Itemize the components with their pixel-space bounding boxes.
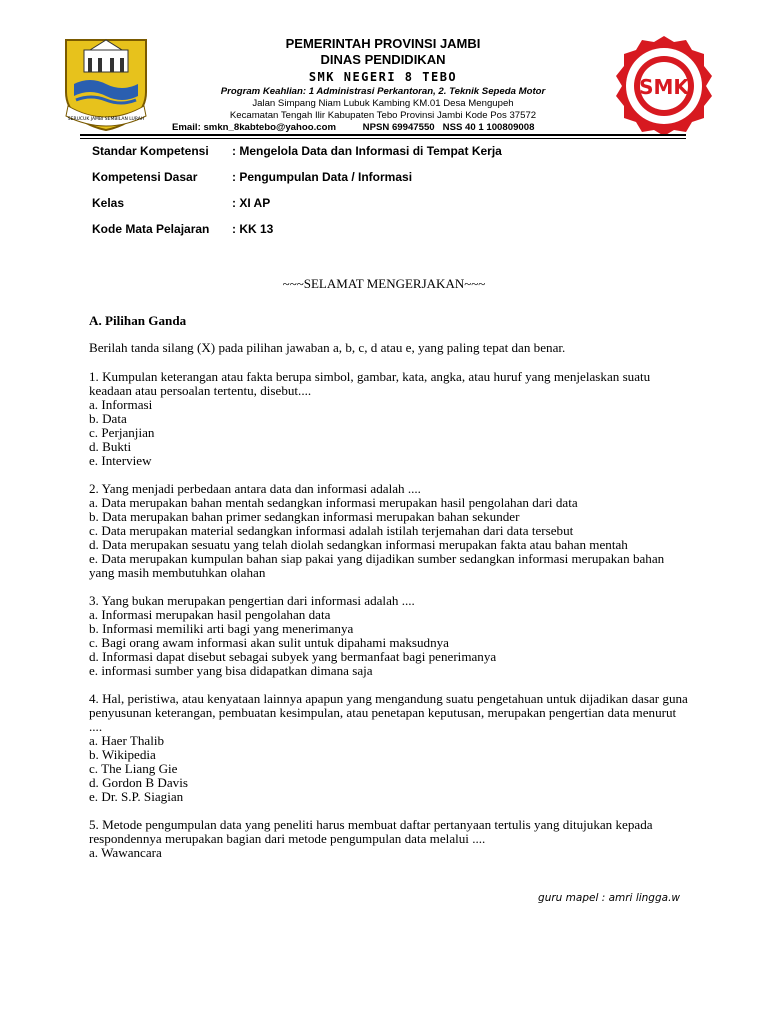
teacher-credit: guru mapel : amri lingga.w	[538, 892, 680, 904]
district-line: Kecamatan Tengah Ilir Kabupaten Tebo Provinsi Jambi Kode Pos 37572	[229, 110, 537, 121]
answer-option: e. informasi sumber yang bisa didapatkan dimana saja	[89, 663, 373, 678]
answer-option: e. Interview	[89, 453, 152, 468]
answer-option: a. Haer Thalib	[89, 733, 165, 748]
instruction: Berilah tanda silang (X) pada pilihan jawaban a, b, c, d atau e, yang paling tepat dan benar.	[89, 340, 566, 355]
gov-name: PEMERINTAH PROVINSI JAMBI	[285, 36, 481, 51]
identity-value: : Mengelola Data dan Informasi di Tempat Kerja	[232, 144, 502, 158]
answer-option: d. Gordon B Davis	[89, 775, 188, 790]
answer-option: d. Data merupakan sesuatu yang telah diolah sedangkan informasi merupakan fakta atau bahan mentah	[89, 537, 628, 552]
answer-option: e. Data merupakan kumpulan bahan siap pakai yang dijadikan sumber sedangkan informasi merupakan bahan yang masih membutuhkan olahan	[89, 551, 665, 580]
letterhead	[160, 36, 606, 134]
identity-value: : KK 13	[232, 222, 274, 236]
smk-badge-text: SMK	[639, 75, 689, 99]
answer-option: d. Informasi dapat disebut sebagai subyek yang bermanfaat bagi penerimanya	[89, 649, 497, 664]
question	[89, 482, 689, 580]
nss-text: NSS 40 1 100809008	[442, 122, 535, 133]
school-name: SMK NEGERI 8 TEBO	[308, 70, 458, 84]
answer-option: a. Data merupakan bahan mentah sedangkan informasi merupakan hasil pengolahan dari data	[89, 495, 578, 510]
answer-option: a. Informasi	[89, 397, 153, 412]
question-text: 1. Kumpulan keterangan atau fakta berupa simbol, gambar, kata, angka, atau huruf yang menjelaskan suatu keadaan atau persoalan tertentu, disebut....	[89, 369, 651, 398]
question	[89, 370, 689, 468]
answer-option: c. Data merupakan material sedangkan informasi adalah istilah terjemahan dari data tersebut	[89, 523, 574, 538]
identity-value: : XI AP	[232, 196, 271, 210]
letterhead-rule-thin	[80, 138, 686, 139]
answer-option: a. Wawancara	[89, 845, 162, 860]
question-text: 3. Yang bukan merupakan pengertian dari informasi adalah ....	[89, 593, 415, 608]
answer-option: b. Wikipedia	[89, 747, 156, 762]
npsn-text: NPSN 69947550	[362, 122, 435, 133]
email-text: Email: smkn_8kabtebo@yahoo.com	[172, 122, 336, 133]
question-text: 5. Metode pengumpulan data yang peneliti harus membuat daftar pertanyaan tertulis yang ditujukan kepada respondennya merupakan bagian dari metode pengumpulan data melalui ....	[89, 817, 653, 846]
identity-key: Kompetensi Dasar	[92, 170, 198, 184]
question	[89, 692, 689, 804]
answer-option: c. Perjanjian	[89, 425, 155, 440]
question-text: 2. Yang menjadi perbedaan antara data dan informasi adalah ....	[89, 481, 421, 496]
emblem-caption: SERUCUK JAMBI SEMBILAN LURAH	[67, 117, 145, 122]
question	[89, 594, 689, 678]
identity-key: Standar Kompetensi	[92, 144, 209, 158]
section-title: A. Pilihan Ganda	[89, 313, 187, 328]
letterhead-rule	[80, 134, 686, 136]
identity-key: Kode Mata Pelajaran	[92, 222, 210, 236]
agency-name: DINAS PENDIDIKAN	[320, 52, 446, 67]
address-line: Jalan Simpang Niam Lubuk Kambing KM.01 Desa Mengupeh	[252, 98, 514, 109]
answer-option: b. Data merupakan bahan primer sedangkan informasi merupakan bahan sekunder	[89, 509, 520, 524]
program-line: Program Keahlian: 1 Administrasi Perkantoran, 2. Teknik Sepeda Motor	[220, 86, 546, 97]
greeting: ~~~SELAMAT MENGERJAKAN~~~	[282, 276, 486, 291]
answer-option: b. Data	[89, 411, 127, 426]
question-text: 4. Hal, peristiwa, atau kenyataan lainnya apapun yang mengandung suatu pengetahuan untuk dijadikan dasar guna penyusunan keterangan, pembuatan kesimpulan, atau penetapan keputusan, merupakan pengertian data menurut ....	[89, 691, 688, 734]
jambi-province-emblem-icon	[60, 36, 152, 132]
answer-option: a. Informasi merupakan hasil pengolahan data	[89, 607, 331, 622]
question	[89, 818, 689, 860]
answer-option: d. Bukti	[89, 439, 132, 454]
identity-value: : Pengumpulan Data / Informasi	[232, 170, 413, 184]
answer-option: c. Bagi orang awam informasi akan sulit untuk dipahami maksudnya	[89, 635, 449, 650]
exam-body	[89, 314, 689, 874]
contact-line	[160, 122, 606, 134]
answer-option: b. Informasi memiliki arti bagi yang menerimanya	[89, 621, 354, 636]
identity-key: Kelas	[92, 196, 125, 210]
answer-option: c. The Liang Gie	[89, 761, 178, 776]
smk-badge-icon	[612, 34, 716, 138]
answer-option: e. Dr. S.P. Siagian	[89, 789, 184, 804]
